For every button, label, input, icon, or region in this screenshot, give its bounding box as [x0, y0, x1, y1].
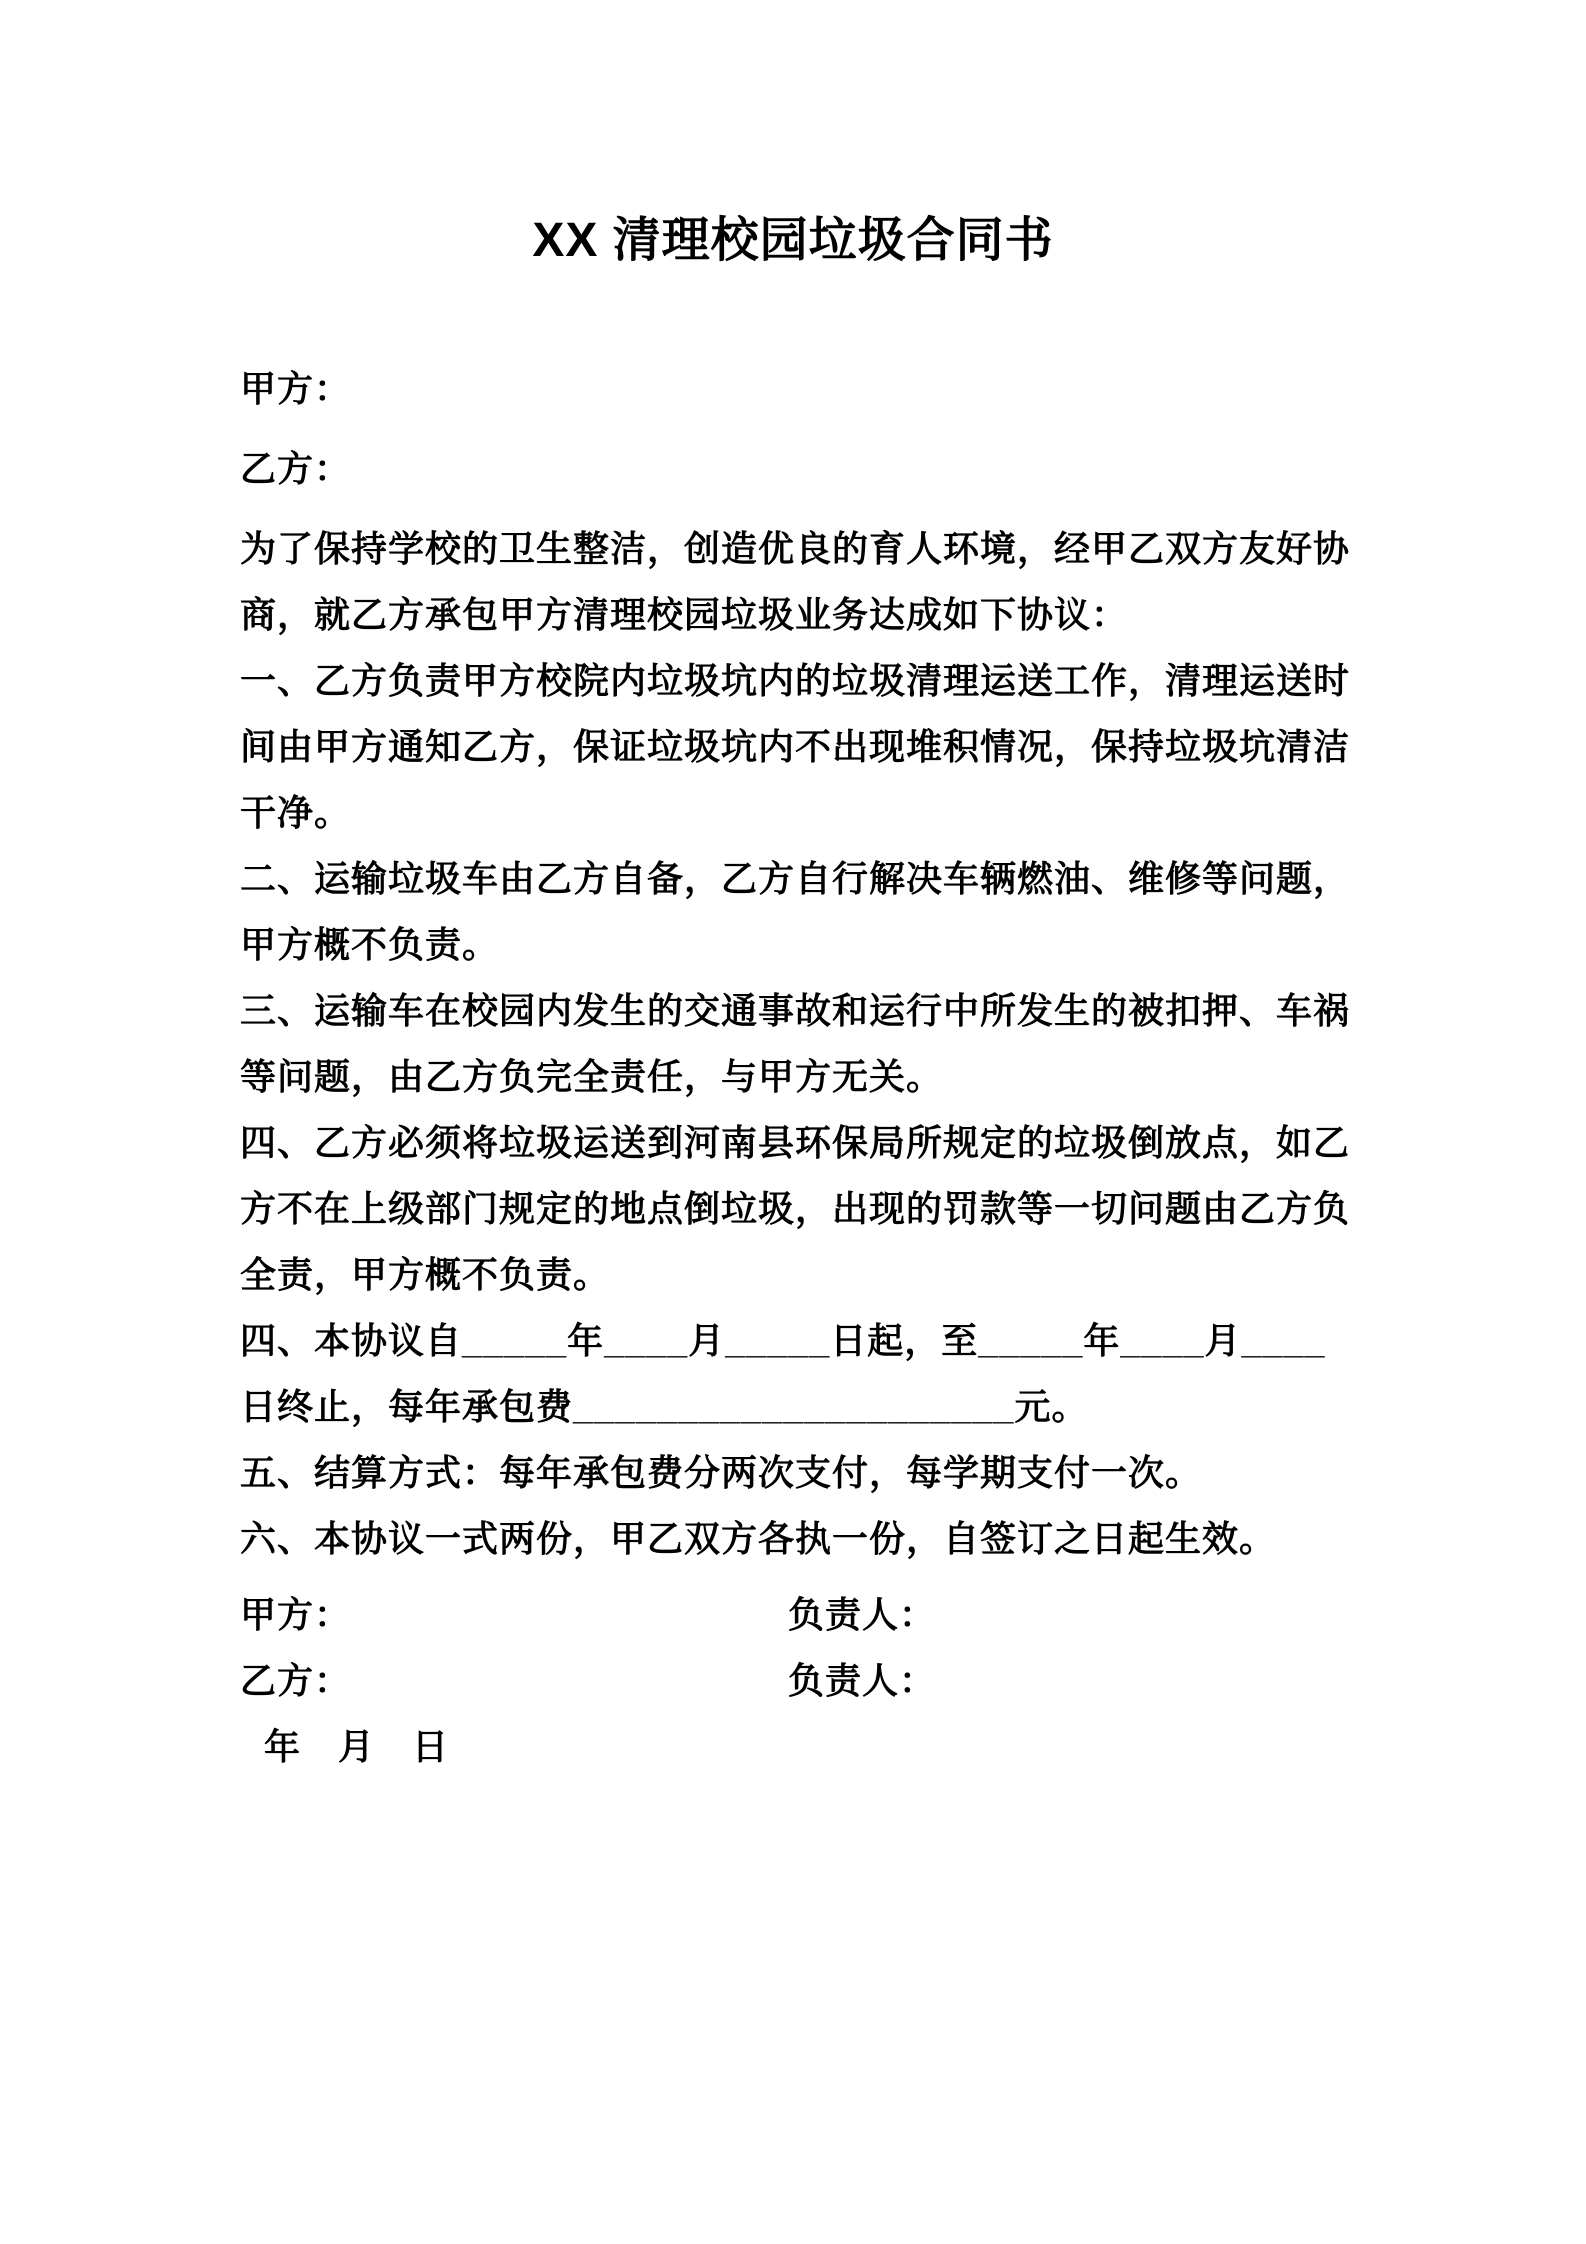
clause-2-line-1: 二、运输垃圾车由乙方自备，乙方自行解决车辆燃油、维修等问题，: [240, 858, 1351, 899]
party-a-signature-label: 甲方：: [240, 1594, 352, 1635]
party-b-head-label: 负责人：: [788, 1660, 937, 1701]
contract-body: [240, 356, 1355, 1780]
party-a-line: 甲方：: [240, 368, 352, 409]
signature-row-party-a: [240, 1582, 1355, 1648]
clause-4-line-1: 四、乙方必须将垃圾运送到河南县环保局所规定的垃圾倒放点，如乙: [240, 1122, 1351, 1163]
clause-2-line-2: 甲方概不负责。: [240, 924, 500, 965]
contract-clauses: [240, 516, 1355, 1572]
preamble-line-1: 为了保持学校的卫生整洁，创造优良的育人环境，经甲乙双方友好协: [240, 528, 1351, 569]
clause-1-line-3: 干净。: [240, 792, 352, 833]
clause-4b-fee-blank-line-2: 日终止，每年承包费_____________________元。: [240, 1386, 1089, 1427]
clause-3-line-2: 等问题，由乙方负完全责任，与甲方无关。: [240, 1056, 944, 1097]
party-b-line: 乙方：: [240, 448, 352, 489]
party-b-signature-label: 乙方：: [240, 1660, 352, 1701]
signature-block: [240, 1582, 1355, 1714]
document-title: XX 清理校园垃圾合同书: [532, 214, 1054, 267]
clause-6-line-1: 六、本协议一式两份，甲乙双方各执一份，自签订之日起生效。: [240, 1518, 1277, 1559]
clause-4-line-3: 全责，甲方概不负责。: [240, 1254, 611, 1295]
clause-1-line-1: 一、乙方负责甲方校院内垃圾坑内的垃圾清理运送工作，清理运送时: [240, 660, 1351, 701]
clause-4-line-2: 方不在上级部门规定的地点倒垃圾，出现的罚款等一切问题由乙方负: [240, 1188, 1351, 1229]
clause-4b-date-blanks-line-1: 四、本协议自_____年____月_____日起，至_____年____月____: [240, 1320, 1326, 1361]
preamble-line-2: 商，就乙方承包甲方清理校园垃圾业务达成如下协议：: [240, 594, 1129, 635]
clause-1-line-2: 间由甲方通知乙方，保证垃圾坑内不出现堆积情况，保持垃圾坑清洁: [240, 726, 1351, 767]
date-line: 年 月 日: [264, 1726, 450, 1767]
party-a-head-label: 负责人：: [788, 1594, 937, 1635]
clause-3-line-1: 三、运输车在校园内发生的交通事故和运行中所发生的被扣押、车祸: [240, 990, 1351, 1031]
clause-5-line-1: 五、结算方式：每年承包费分两次支付，每学期支付一次。: [240, 1452, 1203, 1493]
signature-row-party-b: [240, 1648, 1355, 1714]
